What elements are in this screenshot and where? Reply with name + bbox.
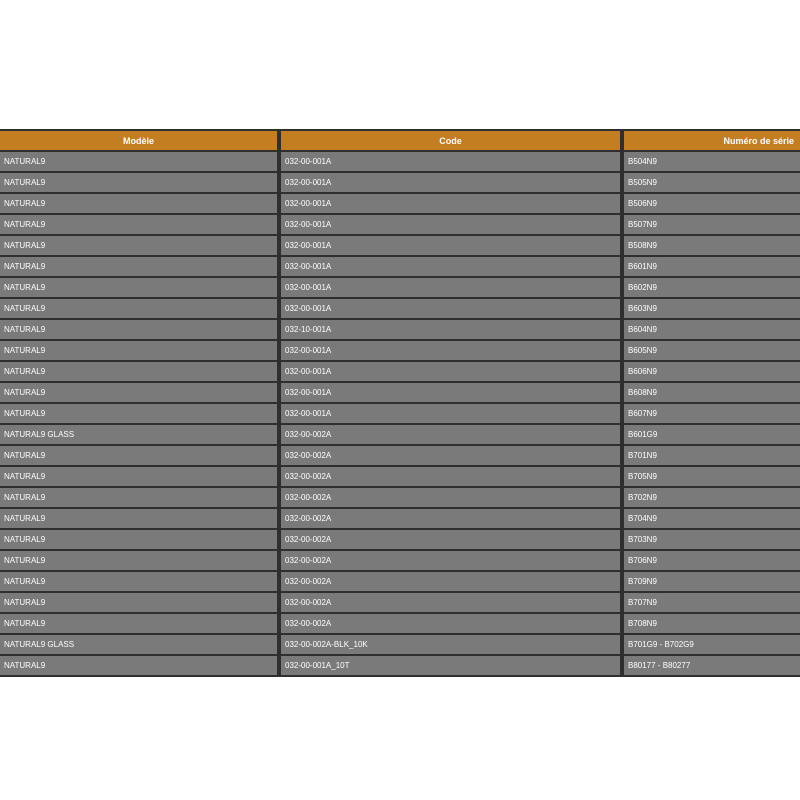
cell-serial: B504N9 — [624, 152, 800, 171]
cell-serial: B701N9 — [624, 446, 800, 465]
cell-code: 032-00-001A — [281, 257, 620, 276]
cell-serial: B604N9 — [624, 320, 800, 339]
cell-serial: B608N9 — [624, 383, 800, 402]
cell-serial: B602N9 — [624, 278, 800, 297]
cell-serial: B703N9 — [624, 530, 800, 549]
cell-serial: B702N9 — [624, 488, 800, 507]
cell-model: NATURAL9 — [0, 383, 277, 402]
cell-code: 032-00-002A-BLK_10K — [281, 635, 620, 654]
cell-model: NATURAL9 — [0, 467, 277, 486]
cell-model: NATURAL9 — [0, 509, 277, 528]
cell-code: 032-00-002A — [281, 593, 620, 612]
cell-code: 032-00-002A — [281, 509, 620, 528]
cell-model: NATURAL9 — [0, 656, 277, 675]
cell-code: 032-00-002A — [281, 530, 620, 549]
cell-code: 032-00-002A — [281, 467, 620, 486]
cell-code: 032-00-002A — [281, 551, 620, 570]
cell-serial: B701G9 - B702G9 — [624, 635, 800, 654]
cell-code: 032-00-001A — [281, 152, 620, 171]
cell-model: NATURAL9 — [0, 194, 277, 213]
cell-serial: B605N9 — [624, 341, 800, 360]
header-model: Modèle — [0, 129, 277, 152]
cell-code: 032-00-001A — [281, 299, 620, 318]
cell-model: NATURAL9 — [0, 320, 277, 339]
cell-model: NATURAL9 — [0, 152, 277, 171]
cell-code: 032-00-002A — [281, 446, 620, 465]
cell-model: NATURAL9 — [0, 614, 277, 633]
cell-model: NATURAL9 — [0, 215, 277, 234]
cell-model: NATURAL9 — [0, 446, 277, 465]
cell-model: NATURAL9 — [0, 530, 277, 549]
header-serial-number: Numéro de série — [624, 129, 800, 152]
cell-serial: B704N9 — [624, 509, 800, 528]
cell-serial: B506N9 — [624, 194, 800, 213]
cell-model: NATURAL9 — [0, 257, 277, 276]
cell-serial: B706N9 — [624, 551, 800, 570]
cell-model: NATURAL9 — [0, 341, 277, 360]
cell-code: 032-00-002A — [281, 614, 620, 633]
cell-model: NATURAL9 — [0, 488, 277, 507]
cell-model: NATURAL9 — [0, 572, 277, 591]
cell-serial: B705N9 — [624, 467, 800, 486]
cell-model: NATURAL9 — [0, 362, 277, 381]
cell-code: 032-00-001A_10T — [281, 656, 620, 675]
cell-model: NATURAL9 — [0, 278, 277, 297]
cell-serial: B709N9 — [624, 572, 800, 591]
cell-serial: B601N9 — [624, 257, 800, 276]
cell-model: NATURAL9 GLASS — [0, 635, 277, 654]
cell-code: 032-00-002A — [281, 572, 620, 591]
cell-code: 032-00-001A — [281, 362, 620, 381]
cell-code: 032-00-002A — [281, 488, 620, 507]
cell-serial: B505N9 — [624, 173, 800, 192]
cell-serial: B507N9 — [624, 215, 800, 234]
header-code: Code — [281, 129, 620, 152]
cell-serial: B508N9 — [624, 236, 800, 255]
cell-model: NATURAL9 — [0, 404, 277, 423]
cell-code: 032-00-002A — [281, 425, 620, 444]
cell-code: 032-00-001A — [281, 215, 620, 234]
cell-code: 032-00-001A — [281, 341, 620, 360]
cell-model: NATURAL9 GLASS — [0, 425, 277, 444]
cell-model: NATURAL9 — [0, 593, 277, 612]
cell-serial: B607N9 — [624, 404, 800, 423]
cell-model: NATURAL9 — [0, 299, 277, 318]
serial-number-table — [0, 129, 800, 677]
cell-code: 032-00-001A — [281, 236, 620, 255]
cell-serial: B707N9 — [624, 593, 800, 612]
cell-model: NATURAL9 — [0, 236, 277, 255]
cell-code: 032-00-001A — [281, 173, 620, 192]
cell-code: 032-00-001A — [281, 194, 620, 213]
cell-code: 032-00-001A — [281, 278, 620, 297]
cell-model: NATURAL9 — [0, 173, 277, 192]
cell-serial: B601G9 — [624, 425, 800, 444]
table-grid — [0, 129, 800, 677]
cell-code: 032-00-001A — [281, 383, 620, 402]
cell-code: 032-00-001A — [281, 404, 620, 423]
cell-serial: B606N9 — [624, 362, 800, 381]
cell-code: 032-10-001A — [281, 320, 620, 339]
cell-model: NATURAL9 — [0, 551, 277, 570]
cell-serial: B80177 - B80277 — [624, 656, 800, 675]
cell-serial: B603N9 — [624, 299, 800, 318]
cell-serial: B708N9 — [624, 614, 800, 633]
